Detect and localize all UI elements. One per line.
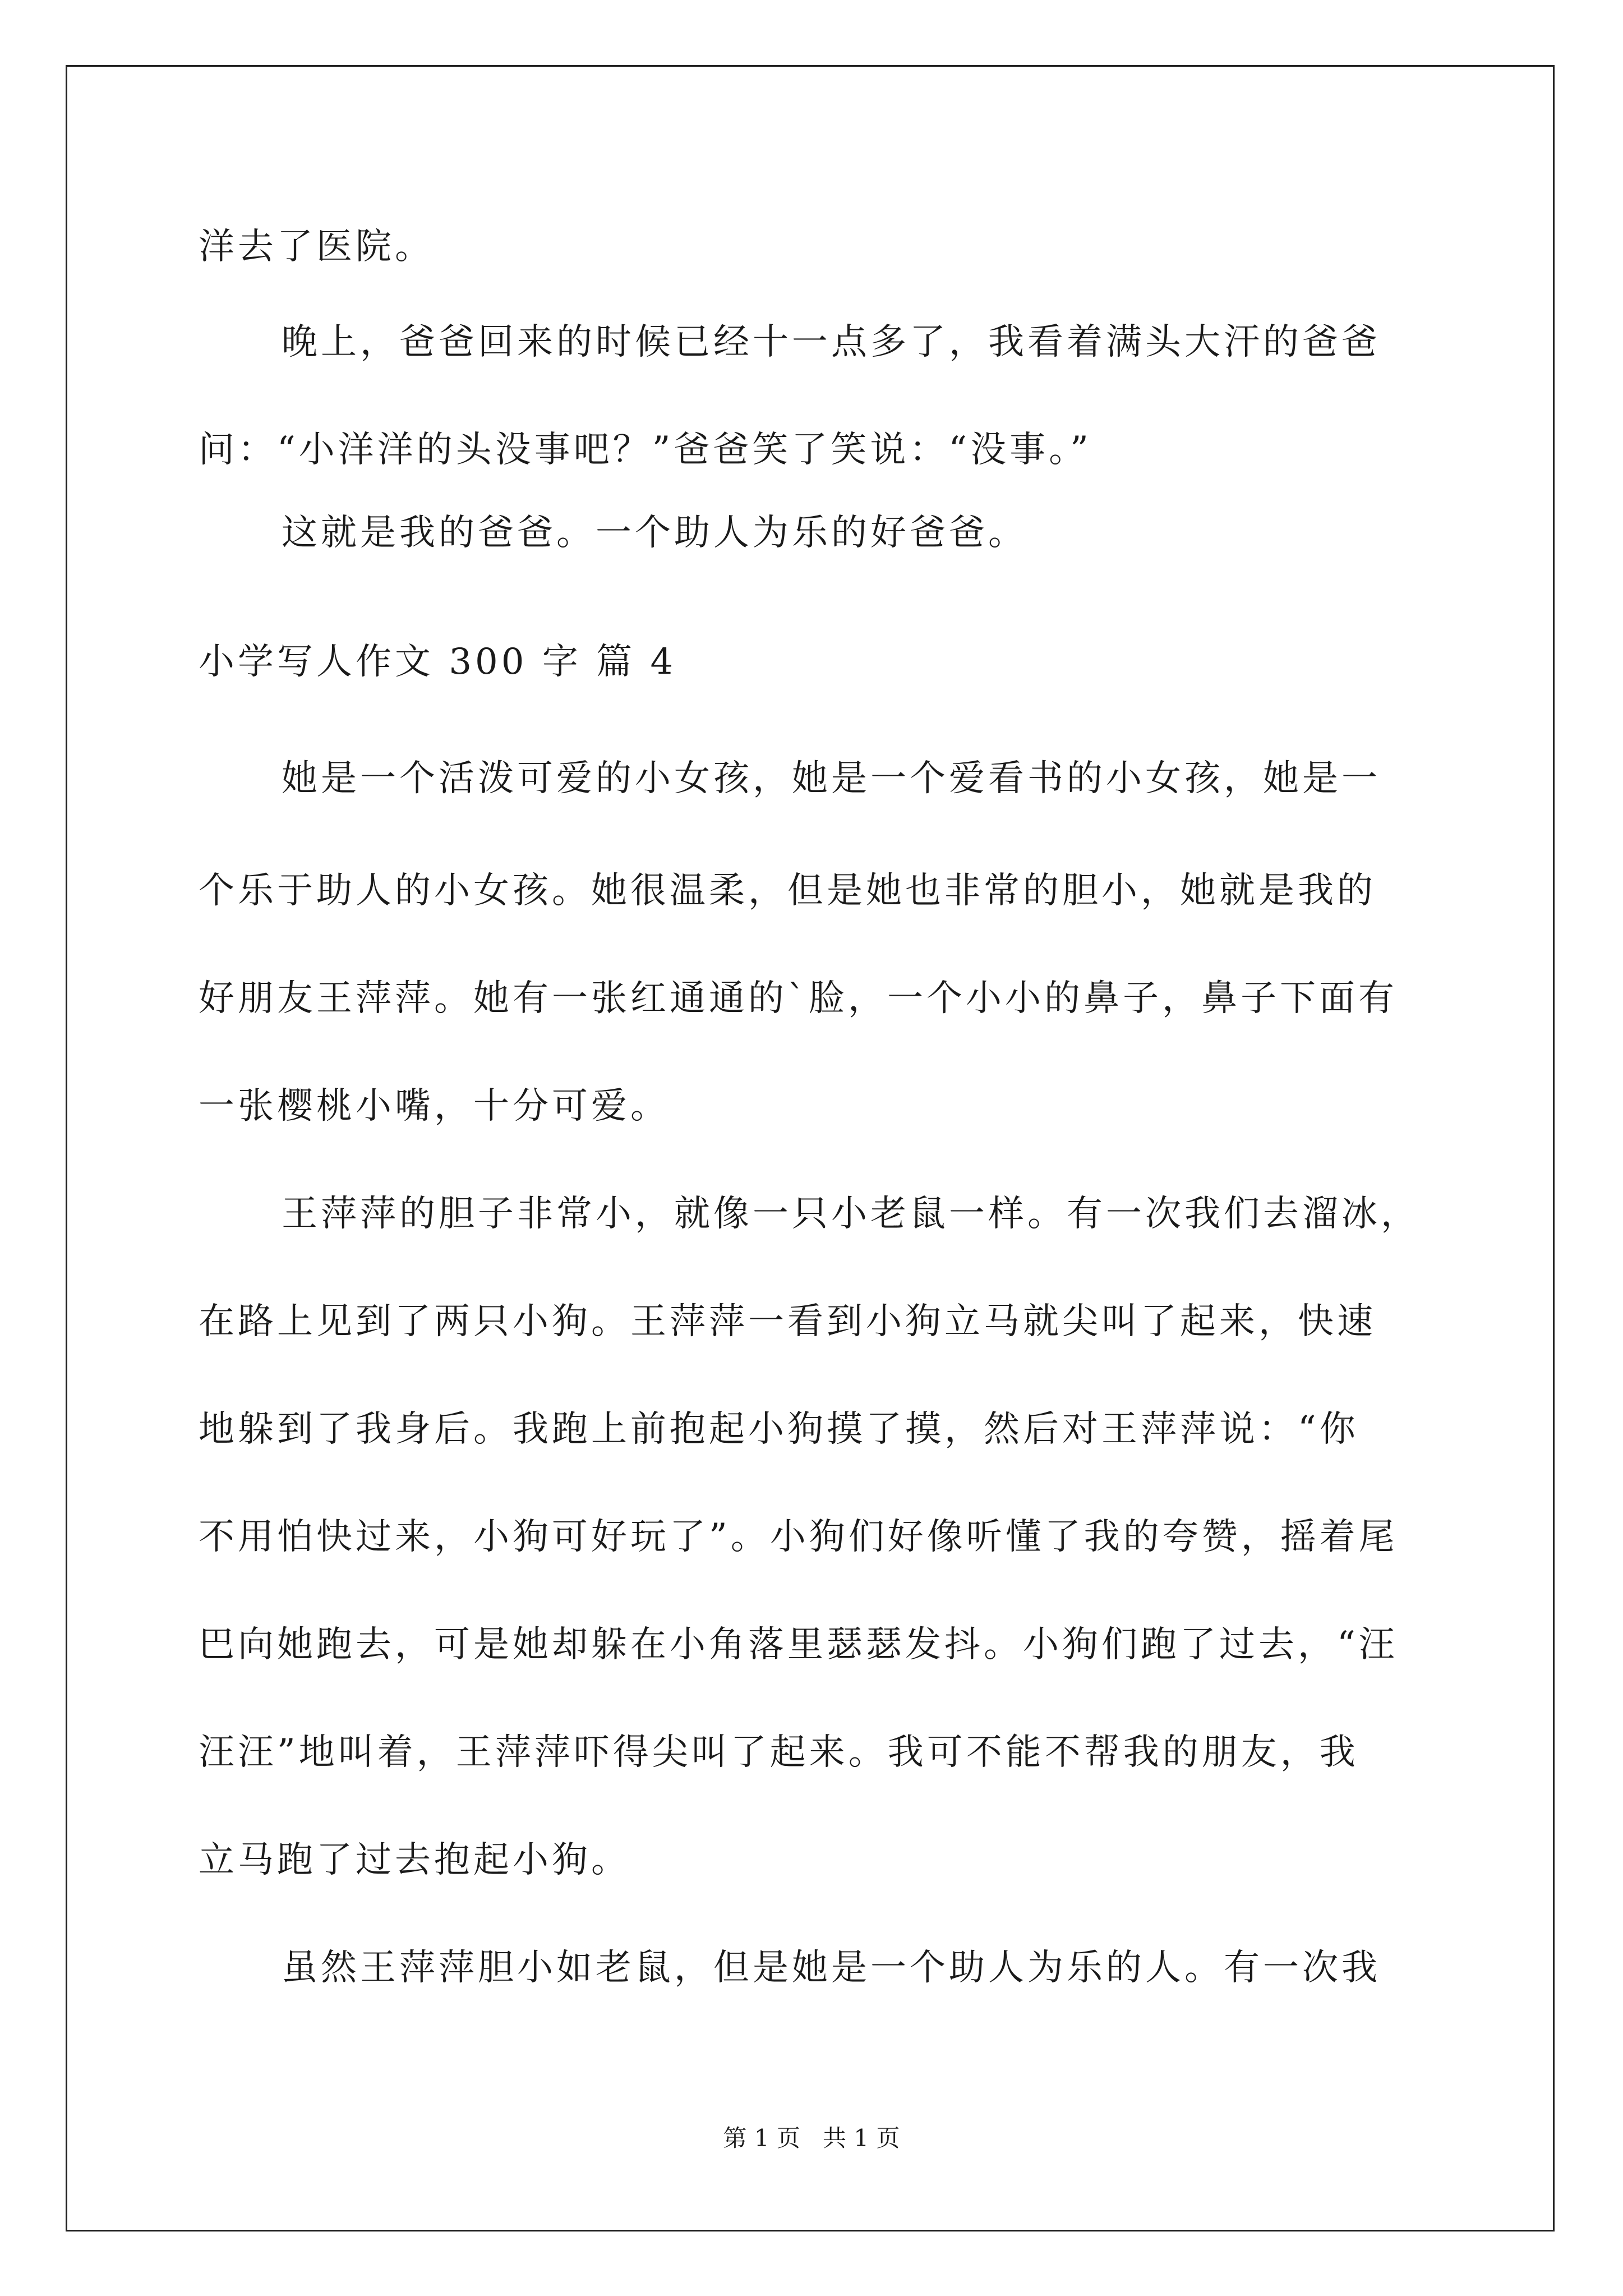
paragraph-line: 虽然王萍萍胆小如老鼠，但是她是一个助人为乐的人。有一次我	[282, 1947, 1381, 1989]
page-border	[66, 65, 1555, 2231]
paragraph-line: 个乐于助人的小女孩。她很温柔，但是她也非常的胆小，她就是我的	[199, 870, 1376, 912]
paragraph-line: 汪汪”地叫着，王萍萍吓得尖叫了起来。我可不能不帮我的朋友，我	[199, 1732, 1359, 1773]
paragraph-line: 地躲到了我身后。我跑上前抱起小狗摸了摸，然后对王萍萍说：“你	[199, 1409, 1359, 1450]
paragraph-line: 不用怕快过来，小狗可好玩了”。小狗们好像听懂了我的夸赞，摇着尾	[199, 1516, 1398, 1558]
paragraph-line: 好朋友王萍萍。她有一张红通通的`脸，一个小小的鼻子，鼻子下面有	[199, 978, 1398, 1019]
paragraph-line: 立马跑了过去抱起小狗。	[199, 1839, 630, 1881]
section-heading: 小学写人作文 300 字 篇 4	[199, 641, 677, 683]
paragraph-line: 晚上，爸爸回来的时候已经十一点多了，我看着满头大汗的爸爸	[282, 321, 1381, 363]
paragraph-line: 巴向她跑去，可是她却躲在小角落里瑟瑟发抖。小狗们跑了过去，“汪	[199, 1624, 1398, 1665]
paragraph-line: 问：“小洋洋的头没事吧？”爸爸笑了笑说：“没事。”	[199, 429, 1092, 471]
paragraph-line: 洋去了医院。	[199, 226, 434, 268]
paragraph-line: 在路上见到了两只小狗。王萍萍一看到小狗立马就尖叫了起来，快速	[199, 1301, 1376, 1342]
paragraph-line: 王萍萍的胆子非常小，就像一只小老鼠一样。有一次我们去溜冰，	[282, 1193, 1420, 1235]
paragraph-line: 她是一个活泼可爱的小女孩，她是一个爱看书的小女孩，她是一	[282, 758, 1381, 799]
paragraph-line: 这就是我的爸爸。一个助人为乐的好爸爸。	[282, 512, 1027, 554]
page-footer: 第 1 页 共 1 页	[723, 2124, 900, 2152]
paragraph-line: 一张樱桃小嘴，十分可爱。	[199, 1085, 670, 1127]
